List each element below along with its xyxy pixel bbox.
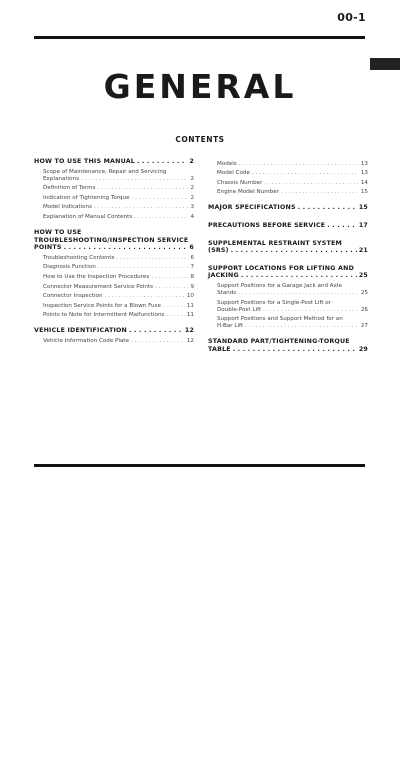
toc-entry-title: Explanations xyxy=(43,175,79,182)
toc-entry-line xyxy=(34,274,194,281)
toc-subentry xyxy=(34,293,194,300)
toc-entry-wrapped-line: Scope of Maintenance, Repair and Servicing xyxy=(43,168,167,175)
toc-entry-title: H-Bar Lift xyxy=(217,323,244,330)
toc-entry-line xyxy=(34,264,194,271)
dot-leader xyxy=(245,323,359,330)
toc-page-number: 2 xyxy=(190,194,194,201)
toc-entry-line xyxy=(34,158,194,166)
toc-entry-wrapped-line: Support Positions for a Single-Post Lift or xyxy=(217,299,331,306)
toc-right-column xyxy=(208,158,368,356)
toc-subentry xyxy=(208,170,368,177)
toc-entry-line xyxy=(34,303,194,310)
toc-subentry xyxy=(208,316,368,330)
dot-leader xyxy=(239,161,359,168)
toc-left-column xyxy=(34,158,194,345)
toc-subentry xyxy=(34,338,194,345)
dot-leader xyxy=(98,185,189,192)
toc-entry-line xyxy=(208,189,368,196)
toc-page-number: 25 xyxy=(358,272,368,280)
toc-entry-title: MAJOR SPECIFICATIONS xyxy=(208,204,296,212)
toc-entry-line xyxy=(208,204,368,212)
toc-entry-line xyxy=(34,327,194,335)
toc-section-entry xyxy=(34,229,194,252)
toc-page-number: 13 xyxy=(360,170,368,177)
dot-leader xyxy=(131,338,185,345)
toc-subentry xyxy=(34,303,194,310)
dot-leader xyxy=(116,255,188,262)
toc-entry-line xyxy=(34,185,194,192)
dot-leader xyxy=(252,170,359,177)
toc-section-entry xyxy=(208,265,368,280)
dot-leader xyxy=(137,158,187,166)
bottom-rule xyxy=(34,464,365,467)
toc-subentry xyxy=(208,300,368,314)
dot-leader xyxy=(327,222,357,230)
toc-entry-title: Connector Inspection xyxy=(43,293,103,300)
toc-entry-title: Explanation of Manual Contents xyxy=(43,213,133,220)
toc-entry-line xyxy=(34,204,194,211)
toc-page-number: 2 xyxy=(190,175,194,182)
toc-entry-title: Definition of Terms xyxy=(43,185,96,192)
toc-subentry xyxy=(208,161,368,168)
toc-entry-title: HOW TO USE THIS MANUAL xyxy=(34,158,135,165)
dot-leader xyxy=(64,244,188,252)
dot-leader xyxy=(264,180,358,187)
dot-leader xyxy=(105,293,185,300)
toc-entry-title: Models xyxy=(217,160,237,167)
toc-section-entry xyxy=(208,222,368,230)
page-title: GENERAL xyxy=(103,67,297,106)
dot-leader xyxy=(134,214,188,221)
toc-entry-wrapped-line: SUPPORT LOCATIONS FOR LIFTING AND xyxy=(208,264,355,272)
dot-leader xyxy=(94,204,188,211)
toc-entry-title: VEHICLE IDENTIFICATION xyxy=(34,327,128,335)
toc-entry-title: PRECAUTIONS BEFORE SERVICE xyxy=(208,221,326,229)
toc-entry-line xyxy=(208,170,368,177)
toc-page-number: 6 xyxy=(189,244,194,252)
toc-entry-wrapped-line: Support Positions and Support Method for an xyxy=(217,316,343,323)
dot-leader xyxy=(151,274,188,281)
toc-page-number: 11 xyxy=(186,312,194,319)
toc-entry-wrapped-line: TROUBLESHOOTING/INSPECTION SERVICE xyxy=(34,236,189,244)
dot-leader xyxy=(155,284,188,291)
dot-leader xyxy=(166,312,184,319)
toc-page-number: 3 xyxy=(190,204,194,211)
toc-page-number: 6 xyxy=(190,254,194,261)
toc-page-number: 14 xyxy=(360,179,368,186)
toc-entry-title: Connector Measurement Service Points xyxy=(43,283,154,290)
toc-entry-line xyxy=(34,255,194,262)
toc-subentry xyxy=(34,169,194,183)
toc-section-entry xyxy=(208,204,368,212)
top-rule xyxy=(34,36,365,39)
toc-entry-line xyxy=(208,346,368,354)
toc-page-number: 8 xyxy=(190,273,194,280)
toc-entry-title: Vehicle Information Code Plate xyxy=(43,337,130,344)
dot-leader xyxy=(98,264,189,271)
contents-heading: CONTENTS xyxy=(175,135,225,144)
toc-entry-wrapped-line: STANDARD PART/TIGHTENING-TORQUE xyxy=(208,338,350,346)
toc-page-number: 25 xyxy=(360,289,368,296)
toc-section-entry xyxy=(34,327,194,335)
toc-section-entry xyxy=(34,158,194,166)
toc-entry-line xyxy=(34,244,194,252)
toc-page-number: 17 xyxy=(358,221,368,229)
toc-subentry xyxy=(208,283,368,297)
toc-page-number: 13 xyxy=(360,160,368,167)
toc-entry-line xyxy=(208,307,368,314)
dot-leader xyxy=(241,272,357,280)
dot-leader xyxy=(129,327,183,335)
toc-section-entry xyxy=(208,240,368,255)
page-number: 00-1 xyxy=(337,11,366,24)
toc-subentry xyxy=(208,180,368,187)
dot-leader xyxy=(281,189,359,196)
dot-leader xyxy=(132,195,189,202)
toc-entry-title: Model Indications xyxy=(43,204,93,211)
toc-entry-title: Troubleshooting Contents xyxy=(43,254,115,261)
toc-section-entry xyxy=(208,338,368,353)
dot-leader xyxy=(263,307,359,314)
toc-entry-title: Diagnosis Function xyxy=(43,264,96,271)
toc-entry-line xyxy=(34,293,194,300)
toc-entry-title: (SRS) xyxy=(208,247,229,255)
toc-page-number: 10 xyxy=(186,293,194,300)
toc-entry-line xyxy=(208,323,368,330)
toc-entry-line xyxy=(208,180,368,187)
toc-page-number: 7 xyxy=(190,264,194,271)
toc-entry-title: Model Code xyxy=(217,170,250,177)
toc-entry-wrapped-line: Support Positions for a Garage Jack and Axle xyxy=(217,282,342,289)
dot-leader xyxy=(238,290,359,297)
toc-entry-line xyxy=(208,247,368,255)
toc-entry-line xyxy=(34,195,194,202)
toc-entry-line xyxy=(34,338,194,345)
toc-entry-line xyxy=(208,222,368,230)
toc-entry-line xyxy=(34,284,194,291)
toc-entry-title: Chassis Number xyxy=(217,179,263,186)
toc-entry-title: JACKING xyxy=(208,272,239,280)
toc-entry-wrapped-line: SUPPLEMENTAL RESTRAINT SYSTEM xyxy=(208,239,343,247)
toc-page-number: 15 xyxy=(360,189,368,196)
toc-entry-title: Inspection Service Points for a Blown Fuse xyxy=(43,302,161,309)
dot-leader xyxy=(81,176,188,183)
toc-subentry xyxy=(208,189,368,196)
toc-page-number: 2 xyxy=(189,158,194,165)
toc-entry-title: How to Use the Inspection Procedures xyxy=(43,273,150,280)
toc-entry-wrapped-line: HOW TO USE xyxy=(34,228,82,236)
dot-leader xyxy=(231,247,357,255)
toc-entry-line xyxy=(34,312,194,319)
toc-entry-line xyxy=(208,290,368,297)
toc-page-number: 4 xyxy=(190,213,194,220)
toc-page-number: 26 xyxy=(360,306,368,313)
toc-subentry xyxy=(34,214,194,221)
toc-entry-line xyxy=(34,176,194,183)
toc-entry-title: TABLE xyxy=(208,345,231,353)
toc-subentry xyxy=(34,195,194,202)
toc-page-number: 21 xyxy=(358,247,368,255)
toc-page-number: 27 xyxy=(360,323,368,330)
toc-entry-title: POINTS xyxy=(34,244,62,252)
dot-leader xyxy=(163,303,185,310)
toc-page-number: 2 xyxy=(190,185,194,192)
toc-subentry xyxy=(34,204,194,211)
toc-subentry xyxy=(34,185,194,192)
toc-page-number: 9 xyxy=(190,283,194,290)
toc-entry-title: Engine Model Number xyxy=(217,189,279,196)
toc-entry-title: Points to Note for Intermittent Malfunctions xyxy=(43,312,165,319)
toc-subentry xyxy=(34,284,194,291)
toc-entry-title: Indication of Tightening Torque xyxy=(43,194,130,201)
toc-entry-line xyxy=(208,161,368,168)
toc-subentry xyxy=(34,255,194,262)
toc-subentry xyxy=(34,312,194,319)
toc-entry-title: Stands xyxy=(217,289,237,296)
toc-entry-line xyxy=(34,214,194,221)
toc-page-number: 12 xyxy=(184,327,194,335)
toc-page-number: 15 xyxy=(358,204,368,212)
toc-page-number: 29 xyxy=(358,345,368,353)
dot-leader xyxy=(298,204,357,212)
toc-subentry xyxy=(34,274,194,281)
toc-page-number: 11 xyxy=(186,302,194,309)
toc-subentry xyxy=(34,264,194,271)
toc-entry-title: Double-Post Lift xyxy=(217,306,262,313)
toc-entry-line xyxy=(208,272,368,280)
dot-leader xyxy=(233,346,357,354)
toc-page-number: 12 xyxy=(186,337,194,344)
